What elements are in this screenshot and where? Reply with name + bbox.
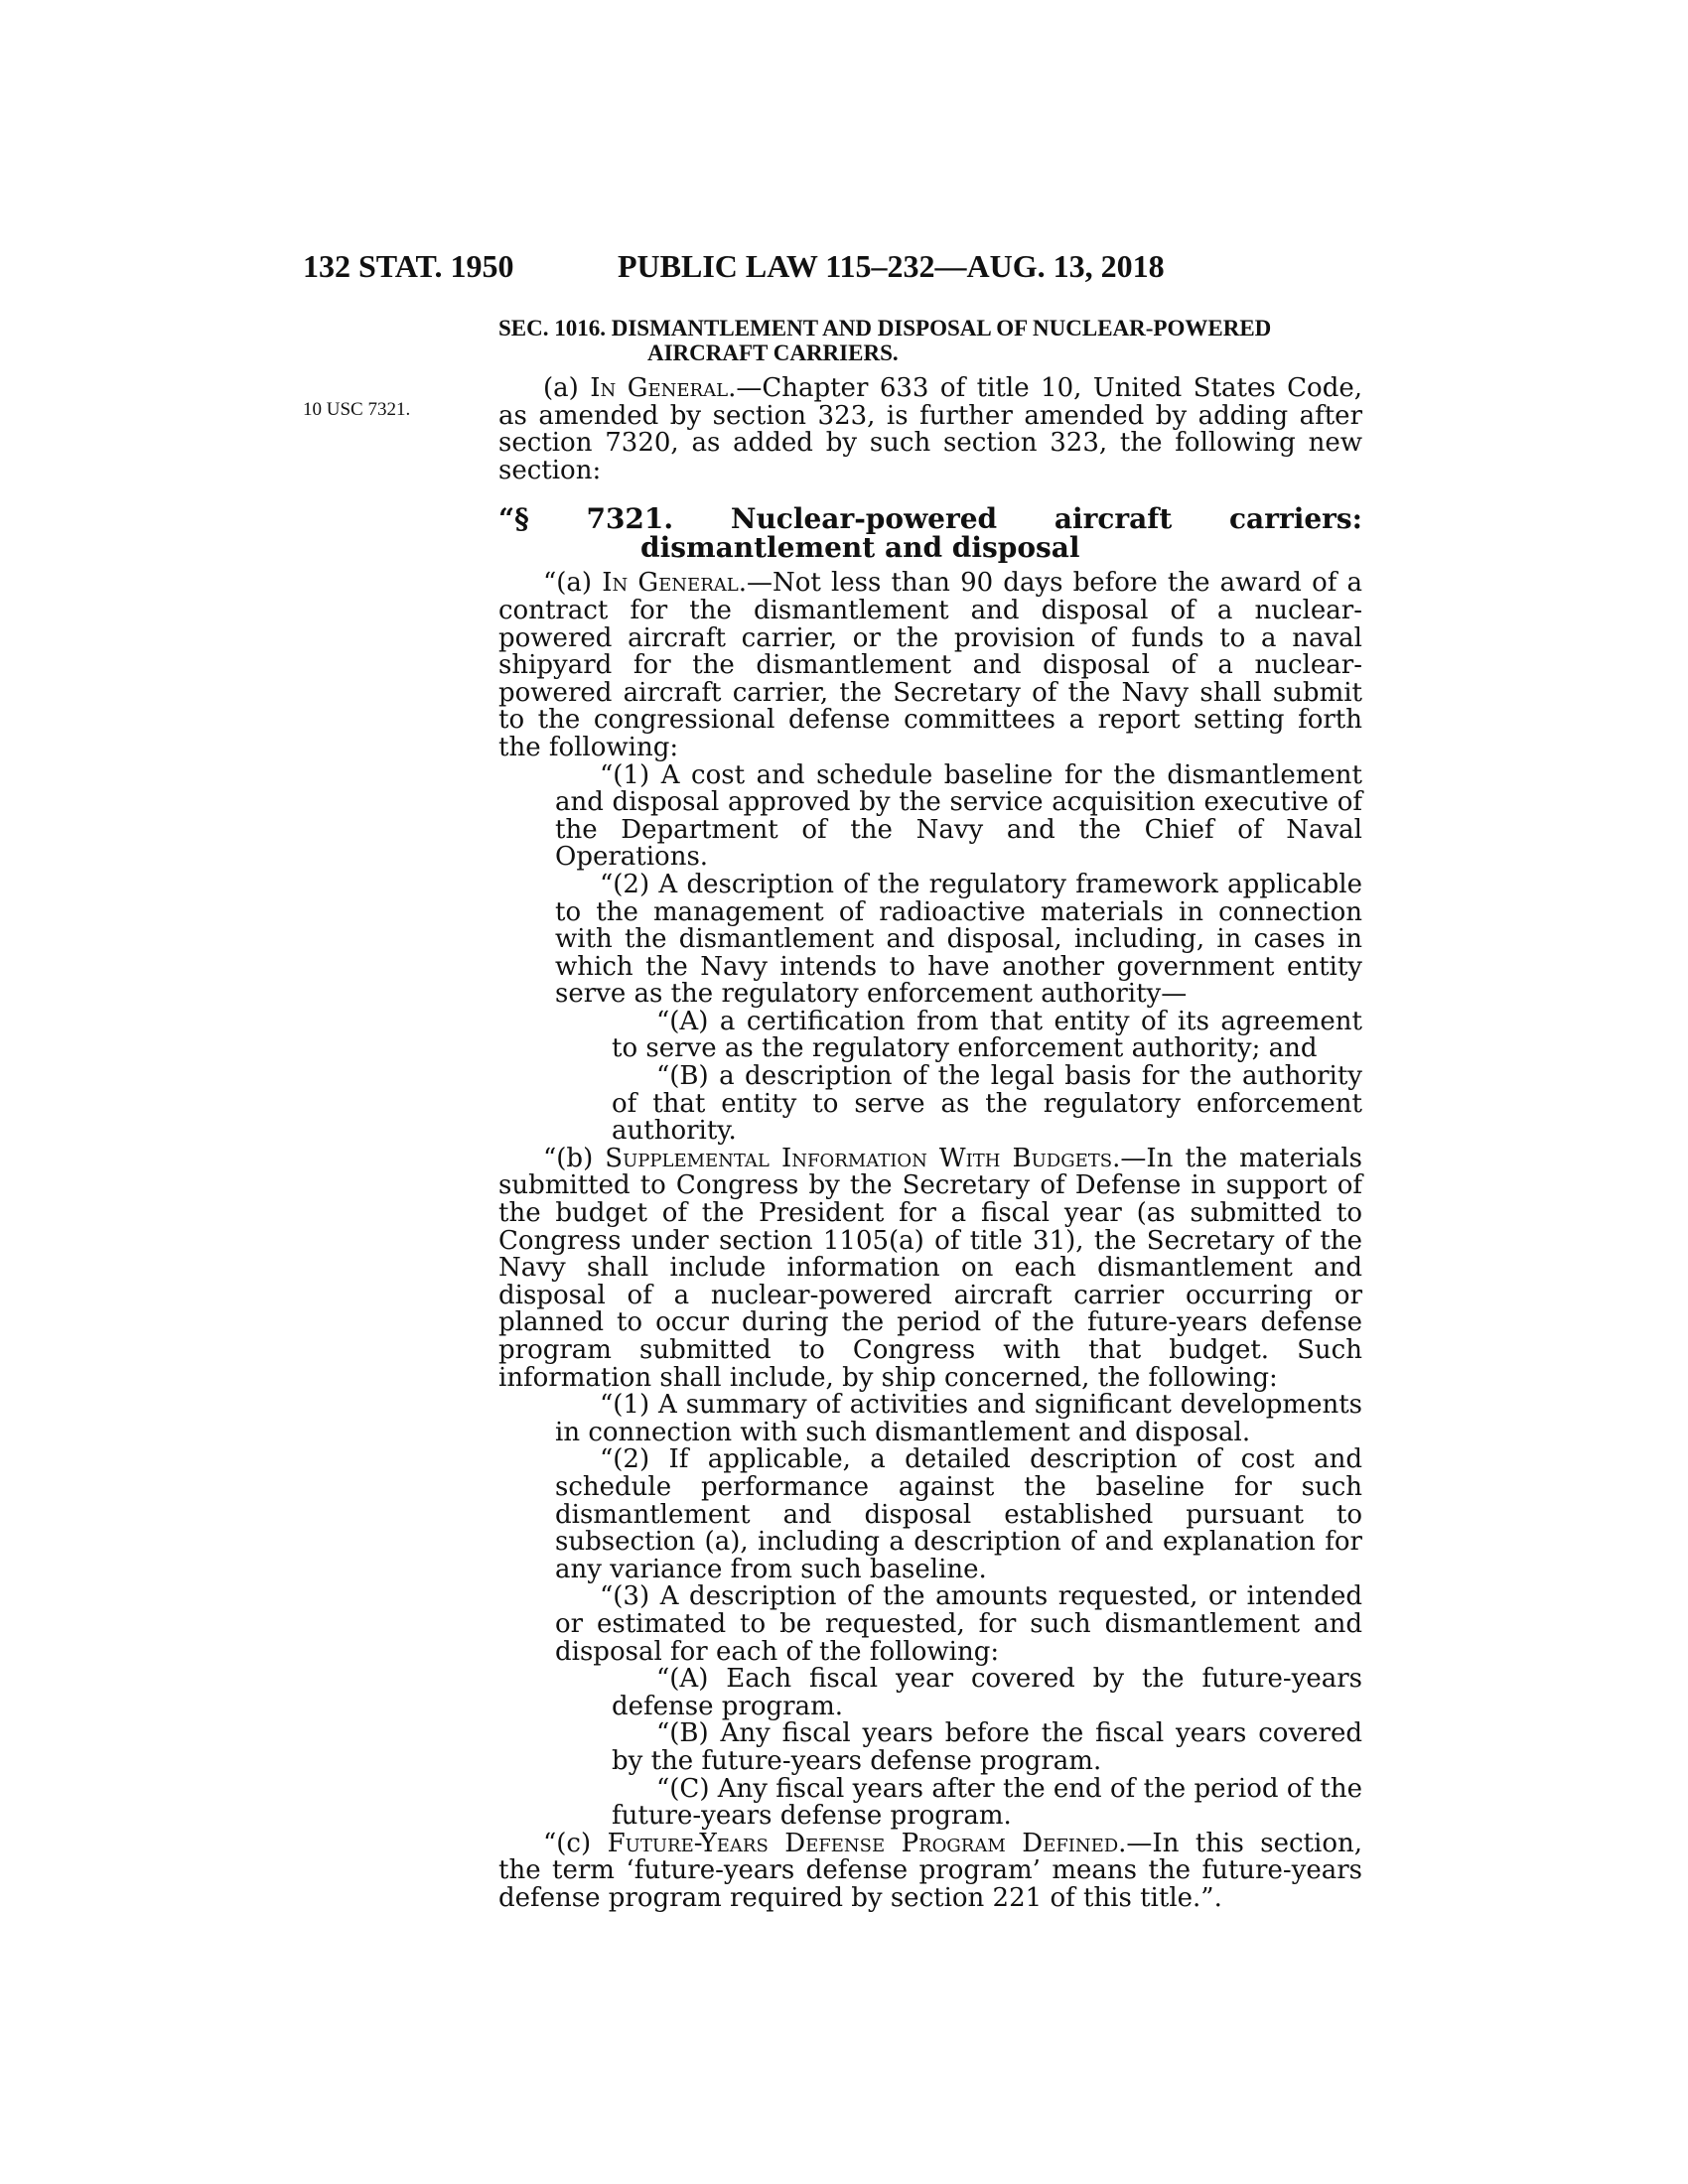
document-body — [498, 316, 1362, 1912]
subsection-b: “(b) Supplemental Information With Budgets.—In the materials submitted to Congress by the Secretary of Defense in support of the budget of the President for a fiscal year (as submitted to Congress under section 1105(a) of title 31), the Secretary of the Navy shall include information on each dismantlement and disposal of a nuclear-powered aircraft carrier occurring or planned to occur during the period of the future-years defense program submitted to Congress with that budget. Such information shall include, by ship concerned, the following: — [498, 1143, 1362, 1393]
section-heading: SEC. 1016. DISMANTLEMENT AND DISPOSAL OF NUCLEAR-POWERED AIRCRAFT CARRIERS. — [498, 316, 1272, 365]
margin-citation: 10 USC 7321. — [303, 399, 411, 420]
new-section-title: “§ 7321. Nuclear-powered aircraft carriers: dismantlement and disposal — [498, 502, 1362, 565]
subsection-heading: Future-Years Defense Program Defined — [607, 1828, 1119, 1858]
paragraph-a-intro: (a) In General.—Chapter 633 of title 10, United States Code, as amended by section 323, is further amended by adding after section 7320, as added by such section 323, the following new section: — [498, 373, 1363, 485]
subsection-b-paragraph-2: “(2) If applicable, a detailed description of cost and schedule performance against the baseline for such dismantlement and disposal established pursuant to subsection (a), including a description of and explanation for any variance from such baseline. — [555, 1444, 1362, 1584]
subsection-c: “(c) Future-Years Defense Program Defined.—In this section, the term ‘future-years defense program’ means the future-years defense program required by section 221 of this title.”. — [498, 1828, 1362, 1913]
subsection-a-paragraph-2: “(2) A description of the regulatory framework applicable to the management of radioactive materials in connection with the dismantlement and disposal, including, in cases in which the Navy intends to have another government entity serve as the regulatory enforcement authority— — [555, 869, 1362, 1010]
subsection-heading: Supplemental Information With Budgets — [605, 1143, 1113, 1173]
subsection-b-paragraph-1: “(1) A summary of activities and significant developments in connection with such dismantlement and disposal. — [555, 1390, 1362, 1447]
subsection-a-paragraph-1: “(1) A cost and schedule baseline for the dismantlement and disposal approved by the service acquisition executive of the Department of the Navy and the Chief of Naval Operations. — [555, 759, 1362, 873]
statute-page-number: 132 STAT. 1950 — [303, 248, 514, 284]
subsection-b-subparagraph-A: “(A) Each fiscal year covered by the future-years defense program. — [612, 1664, 1362, 1721]
subsection-a: “(a) In General.—Not less than 90 days before the award of a contract for the dismantlement and disposal of a nuclear-powered aircraft carrier, or the provision of funds to a naval shipyard for the dismantlement and disposal of a nuclear-powered aircraft carrier, the Secretary of the Navy shall submit to the congressional defense committees a report setting forth the following: — [498, 568, 1362, 762]
public-law-citation: PUBLIC LAW 115–232—AUG. 13, 2018 — [618, 248, 1165, 284]
subsection-a-subparagraph-A: “(A) a certification from that entity of its agreement to serve as the regulatory enforcement authority; and — [612, 1006, 1362, 1064]
subsection-a-subparagraph-B: “(B) a description of the legal basis for the authority of that entity to serve as the regulatory enforcement authority. — [612, 1061, 1362, 1147]
subsection-b-subparagraph-C: “(C) Any fiscal years after the end of the period of the future-years defense program. — [612, 1773, 1362, 1832]
subsection-b-subparagraph-B: “(B) Any fiscal years before the fiscal years covered by the future-years defense program. — [612, 1718, 1362, 1776]
paragraph-heading: In General — [590, 373, 729, 403]
page-header — [303, 246, 1226, 286]
subsection-heading: In General — [602, 568, 739, 599]
subsection-b-paragraph-3: “(3) A description of the amounts requested, or intended or estimated to be requested, for such dismantlement and disposal for each of the following: — [555, 1581, 1362, 1667]
